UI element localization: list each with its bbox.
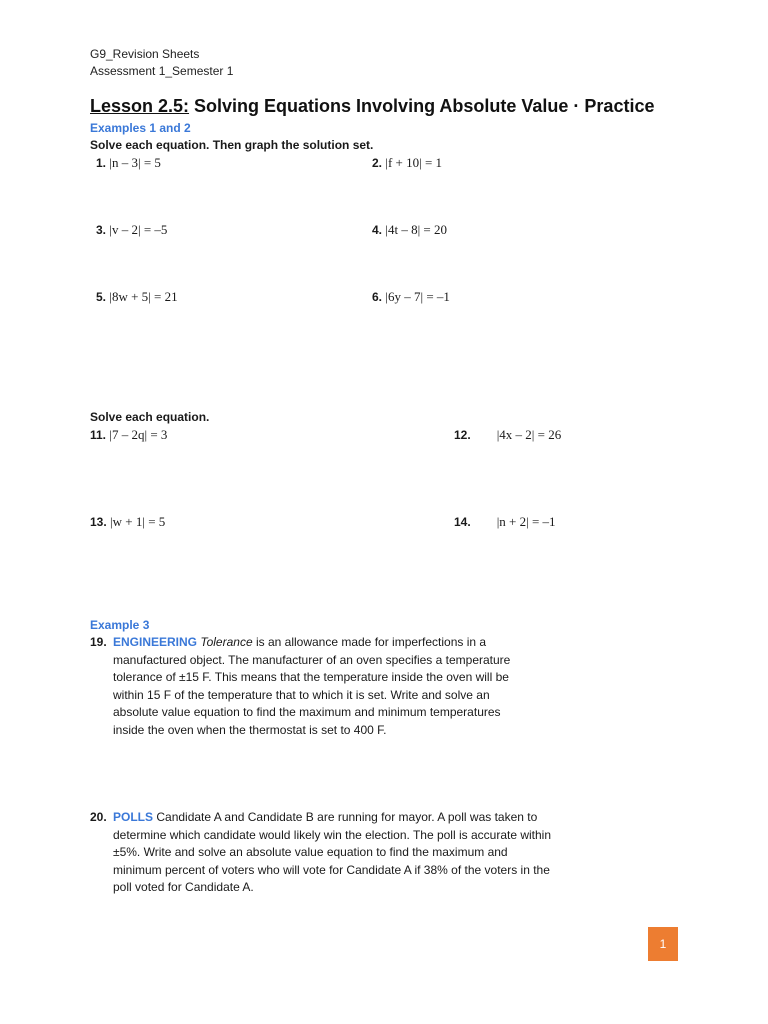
problem-2: 2. |f + 10| = 1 [372,155,443,170]
problem-19-number: 19. [90,635,107,649]
page-title [90,96,654,117]
problem-20-text: POLLS Candidate A and Candidate B are running for mayor. A poll was taken to determine which candidate would likely win the election. The poll is accurate within ±5%. Write and solve an absolute value equation to find the maximum and minimum percent of voters who will vote for Candidate A if 38% of the voters in the poll voted for Candidate A. [113,810,552,894]
page-number-badge: 1 [648,927,678,961]
section-label-example-3: Example 3 [90,618,150,632]
problem-13: 13. |w + 1| = 5 [90,514,166,529]
problem-5: 5. |8w + 5| = 21 [96,289,178,304]
problem-11: 11. |7 – 2q| = 3 [90,427,168,442]
problem-6: 6. |6y – 7| = –1 [372,289,450,304]
problem-12: 12. |4x – 2| = 26 [454,427,562,442]
header-line-2: Assessment 1_Semester 1 [90,64,234,78]
instruction-solve: Solve each equation. [90,410,210,424]
problem-19-text: ENGINEERING Tolerance is an allowance made for imperfections in a manufactured object. The manufacturer of an oven specifies a temperature tolerance of ±15 F. This means that the temperature inside the oven will be within 15 F of the temperature that to which it is set. Write and solve an absolute value equation to find the maximum and minimum temperatures inside the oven when the thermostat is set to 400 F. [113,635,511,737]
problem-4: 4. |4t – 8| = 20 [372,222,448,237]
section-label-examples-1-2: Examples 1 and 2 [90,121,191,135]
lesson-number: Lesson 2.5: [90,96,190,116]
instruction-graph: Solve each equation. Then graph the solution set. [90,138,374,152]
problem-3: 3. |v – 2| = –5 [96,222,168,237]
header-line-1: G9_Revision Sheets [90,47,200,61]
problem-1: 1. |n – 3| = 5 [96,155,161,170]
problem-20-number: 20. [90,810,107,824]
lesson-title: Solving Equations Involving Absolute Value · Practice [189,96,655,116]
problem-14: 14. |n + 2| = –1 [454,514,556,529]
